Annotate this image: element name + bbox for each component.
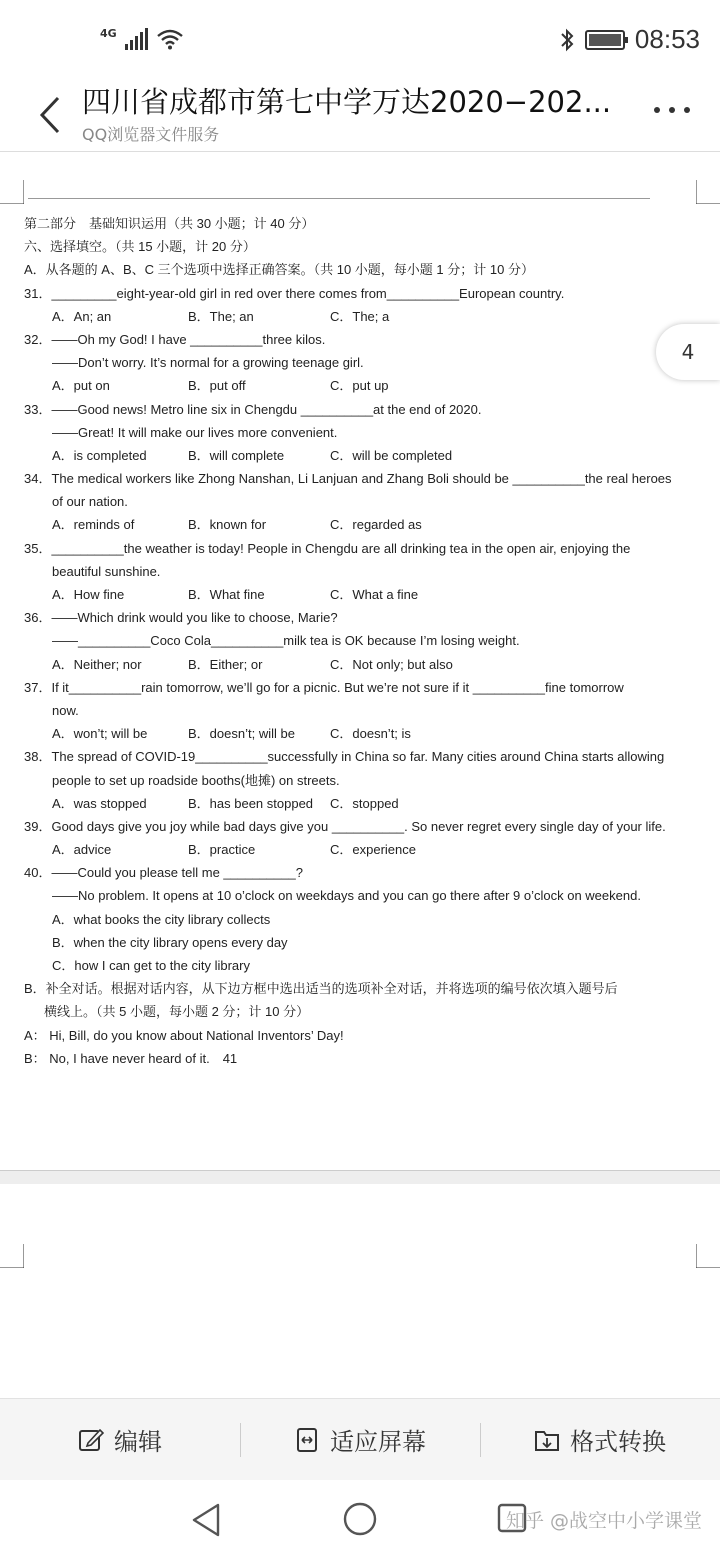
battery-icon [585,30,625,50]
page-separator [0,1170,720,1184]
page-subtitle: QQ浏览器文件服务 [82,125,220,144]
document-line: 横线上。（共 5 小题，每小题 2 分；计 10 分） [44,1004,310,1020]
question-options [24,653,688,676]
answer-option: B．What fine [188,587,265,602]
question-options [24,792,688,815]
answer-option: B．known for [188,517,267,533]
status-bar [0,0,720,80]
clock: 08:53 [634,24,700,54]
back-arrow-icon[interactable] [30,90,70,140]
document-line: 第二部分 基础知识运用（共 30 小题；计 40 分） [24,216,315,231]
answer-option: B．will complete [188,447,285,463]
document-line: B．when the city library opens every day [52,934,288,950]
document-line: now. [52,702,79,718]
question-options [24,722,688,745]
question-options [24,513,688,536]
status-right [559,24,700,55]
answer-option: A．is completed [52,447,147,463]
document-line: C．how I can get to the city library [52,958,250,973]
bluetooth-icon [559,27,575,53]
question-options [24,838,688,861]
answer-option: C．regarded as [330,517,422,533]
document-line: 36．——Which drink would you like to choose, Marie? [24,610,338,626]
document-line: 35．__________the weather is today! People in Chengdu are all drinking tea in the open air, enjoying the [24,540,631,556]
format-convert-button[interactable] [480,1399,720,1480]
fit-screen-icon [294,1427,320,1453]
document-line: 31．_________eight-year-old girl in red over there comes from__________European country. [24,285,565,301]
fit-screen-label: 适应屏幕 [330,1428,426,1456]
answer-option: A．put on [52,378,110,394]
answer-option: C．put up [330,378,389,394]
document-line: ——Great! It will make our lives more convenient. [52,424,338,440]
answer-option: A．Neither; nor [52,656,142,672]
answer-option: B．has been stopped [188,795,314,811]
more-menu-icon[interactable] [654,100,690,120]
answer-option: A．How fine [52,587,125,602]
system-nav-bar [0,1480,720,1560]
bottom-toolbar [0,1398,720,1480]
document-line: 38．The spread of COVID-19__________successfully in China so far. Many cities around China starts allowing [24,749,665,765]
question-options [24,444,688,467]
answer-option: B．doesn’t; will be [188,726,295,742]
question-options [24,583,688,606]
document-line: B．补全对话。根据对话内容，从下边方框中选出适当的选项补全对话，并将选项的编号依次填入题号后 [24,981,618,997]
page-corner-mark [696,180,720,204]
watermark: 知乎 @战空中小学课堂 [505,1510,702,1532]
document-line: A： Hi, Bill, do you know about National Inventors’ Day! [24,1027,344,1043]
document-line: A．从各题的 A、B、C 三个选项中选择正确答案。（共 10 小题，每小题 1 分；计 10 分） [24,262,534,278]
answer-option: C．Not only; but also [330,656,453,672]
answer-option: C．doesn’t; is [330,726,411,742]
signal-bars-icon [125,30,148,50]
document-line: 40．——Could you please tell me __________? [24,865,303,881]
document-line: 33．——Good news! Metro line six in Chengdu __________at the end of 2020. [24,401,482,417]
document-line: 六、选择填空。（共 15 小题，计 20 分） [24,239,256,255]
document-line: A．what books the city library collects [52,911,271,927]
document-line: 39．Good days give you joy while bad days give you __________. So never regret every single day of your life. [24,818,666,834]
answer-option: C．experience [330,842,416,858]
page-corner-mark [696,1244,720,1268]
document-line: beautiful sunshine. [52,563,161,579]
answer-option: A．reminds of [52,517,135,533]
answer-option: A．advice [52,842,112,858]
nav-back-icon[interactable] [190,1502,222,1538]
signal-group [100,28,184,50]
answer-option: C．What a fine [330,587,419,602]
document-line: ——Don’t worry. It’s normal for a growing teenage girl. [52,355,364,371]
wifi-icon [156,28,184,50]
document-line: people to set up roadside booths(地摊) on streets. [52,772,340,788]
document-line: B： No, I have never heard of it. 41 [24,1050,277,1066]
network-type: 4G [100,27,117,40]
document-line: ——No problem. It opens at 10 o’clock on weekdays and you can go there after 9 o’clock on weekend. [52,888,641,904]
edit-button[interactable] [0,1399,240,1480]
answer-option: C．stopped [330,795,399,811]
answer-option: B．put off [188,378,246,394]
answer-option: B．The; an [188,308,254,324]
document-line: ——__________Coco Cola__________milk tea is OK because I’m losing weight. [52,633,520,649]
page-corner-mark [0,1244,24,1268]
answer-option: C．will be completed [330,447,453,463]
format-convert-label: 格式转换 [570,1428,666,1456]
question-options [24,374,688,397]
document-line: 34．The medical workers like Zhong Nanshan, Li Lanjuan and Zhang Boli should be __________the real heroes [24,471,672,487]
fit-screen-button[interactable] [240,1399,480,1480]
edit-label: 编辑 [114,1428,162,1456]
document-content [24,212,688,1070]
header-rule [28,198,650,199]
folder-convert-icon [534,1427,560,1453]
document-line: 32．——Oh my God! I have __________three kilos. [24,331,326,347]
answer-option: A．was stopped [52,795,147,811]
answer-option: B．practice [188,842,256,858]
answer-option: B．Either; or [188,656,263,672]
edit-icon [78,1427,104,1453]
title-bar [0,80,720,152]
document-line: 37．If it__________rain tomorrow, we’ll go for a picnic. But we’re not sure if it __________fine tomorrow [24,679,624,695]
page-corner-mark [0,180,24,204]
document-viewer[interactable] [0,152,720,1398]
nav-home-icon[interactable] [343,1502,377,1536]
question-options [24,305,688,328]
page-number-badge[interactable]: 4 [656,324,720,380]
answer-option: A．won’t; will be [52,726,148,742]
document-line: of our nation. [52,494,128,510]
page-title: 四川省成都市第七中学万达2020−202... [82,85,612,119]
answer-option: A．An; an [52,308,112,324]
answer-option: C．The; a [330,308,390,324]
